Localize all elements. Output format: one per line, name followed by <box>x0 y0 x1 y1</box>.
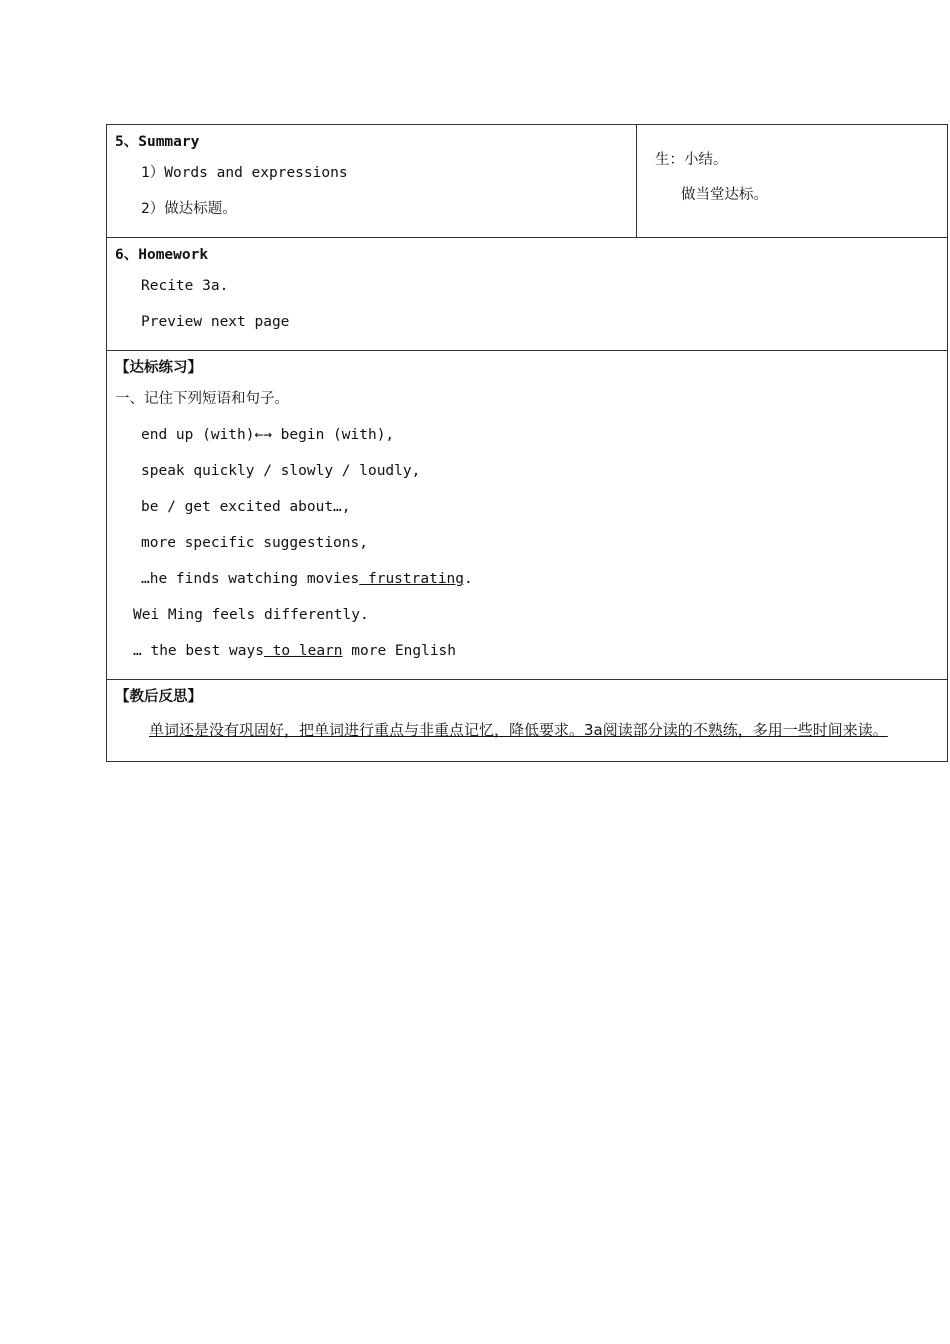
phrase-3: be / get excited about…, <box>141 499 351 515</box>
phrase-2: speak quickly / slowly / loudly, <box>141 463 421 479</box>
homework-heading: 6、Homework <box>115 247 209 263</box>
homework-item-1: Recite 3a. <box>141 278 229 294</box>
phrase-5-start: …he finds watching movies <box>141 571 360 587</box>
reflection-row <box>107 679 947 761</box>
practice-row <box>107 350 947 679</box>
phrase-7-start: … the best ways <box>133 643 264 659</box>
student-activity-cell <box>637 125 947 237</box>
lesson-plan-table <box>106 124 948 762</box>
student-line-1: 生：小结。 <box>655 152 728 168</box>
reflection-heading: 【教后反思】 <box>115 689 202 705</box>
phrase-4: more specific suggestions, <box>141 535 368 551</box>
summary-cell <box>107 125 637 237</box>
phrase-5-underlined: frustrating <box>359 571 465 587</box>
summary-item-1: 1）Words and expressions <box>141 165 348 181</box>
student-line-2: 做当堂达标。 <box>681 187 768 203</box>
summary-heading: 5、Summary <box>115 134 200 150</box>
phrase-5 <box>115 561 947 597</box>
homework-row <box>107 237 947 350</box>
reflection-text: 单词还是没有巩固好，把单词进行重点与非重点记忆，降低要求。3a阅读部分读的不熟练，多用一些时间来读。 <box>149 721 888 739</box>
homework-item-2: Preview next page <box>141 314 290 330</box>
phrase-5-end: . <box>464 571 473 587</box>
practice-intro: 一、记住下列短语和句子。 <box>115 391 289 407</box>
summary-row <box>107 125 947 237</box>
practice-heading: 【达标练习】 <box>115 360 202 376</box>
phrase-6: Wei Ming feels differently. <box>133 607 369 623</box>
phrase-7 <box>115 633 947 669</box>
phrase-7-end: more English <box>342 643 457 659</box>
summary-item-2: 2）做达标题。 <box>141 201 237 217</box>
phrase-1: end up (with)←→ begin (with), <box>141 427 395 443</box>
phrase-7-underlined: to learn <box>263 643 343 659</box>
